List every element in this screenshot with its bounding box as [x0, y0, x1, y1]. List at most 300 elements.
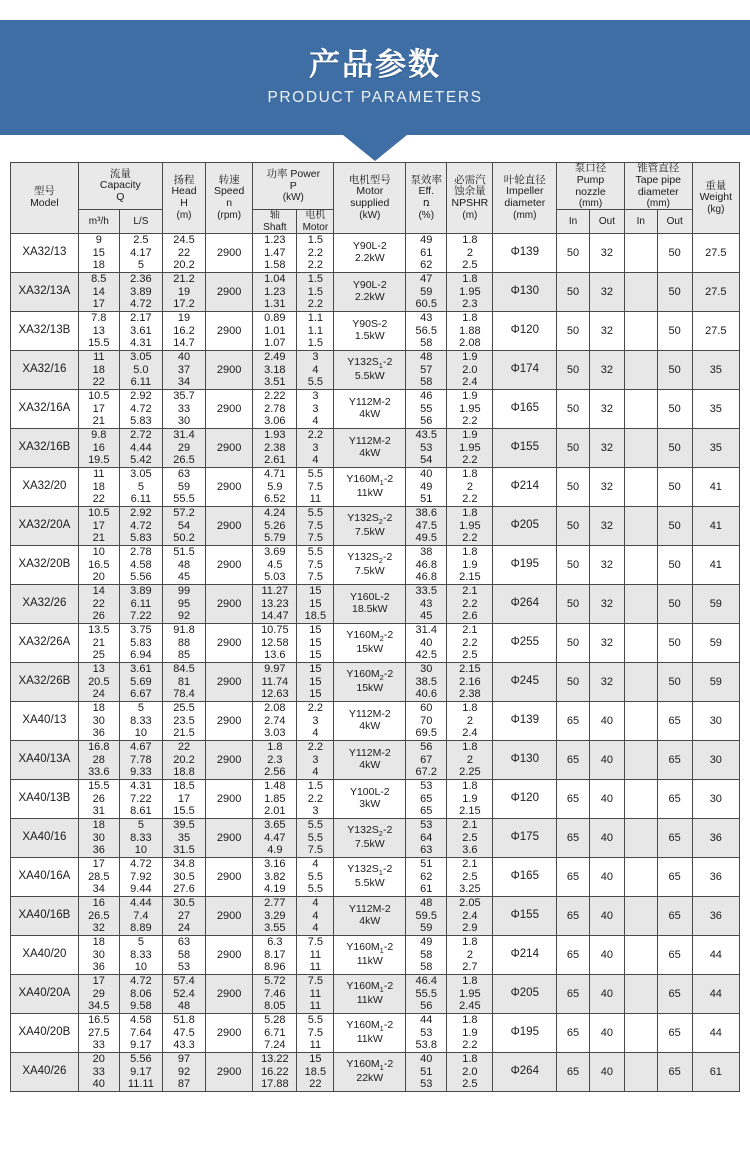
cell-motor-model: $Y160M_1-2$ 11kW [334, 467, 406, 506]
cell-motor-model: $Y132S_2-2$ 7.5kW [334, 818, 406, 857]
cell-speed: 2900 [206, 506, 253, 545]
cell-speed: 2900 [206, 272, 253, 311]
header-speed-cn: 转速 [218, 173, 240, 186]
cell-pump-in: 65 [557, 818, 590, 857]
header-impeller-en: Impeller [506, 185, 544, 198]
cell-pump-out: 40 [589, 935, 624, 974]
cell-impeller: Φ245 [493, 662, 557, 701]
cell-pump-in: 65 [557, 896, 590, 935]
cell-speed: 2900 [206, 662, 253, 701]
cell-capacity-ls: 3.05 5 6.11 [119, 467, 162, 506]
cell-power-motor: 2.2 3 4 [297, 428, 334, 467]
header-tape-pipe-out [657, 210, 692, 233]
table-row [11, 935, 740, 974]
cell-tape-out: 50 [657, 584, 692, 623]
cell-pump-in: 65 [557, 779, 590, 818]
cell-model: XA40/13 [11, 701, 79, 740]
cell-pump-in: 50 [557, 584, 590, 623]
cell-tape-in [624, 896, 657, 935]
cell-pump-in: 50 [557, 311, 590, 350]
cell-weight: 61 [692, 1052, 739, 1091]
cell-motor-model: Y112M-2 4kW [334, 428, 406, 467]
cell-speed: 2900 [206, 1052, 253, 1091]
cell-npshr: 1.8 1.9 2.15 [447, 545, 493, 584]
cell-head: 63 59 55.5 [162, 467, 205, 506]
cell-model: XA40/20 [11, 935, 79, 974]
cell-power-motor: 15 15 15 [297, 623, 334, 662]
cell-speed: 2900 [206, 389, 253, 428]
header-head-cn: 扬程 [173, 173, 195, 186]
cell-capacity-m3h: 10.5 17 21 [78, 506, 119, 545]
cell-power-shaft: 4.24 5.26 5.79 [253, 506, 297, 545]
cell-capacity-ls: 4.31 7.22 8.61 [119, 779, 162, 818]
banner-title-en: PRODUCT PARAMETERS [267, 88, 483, 106]
cell-tape-out: 65 [657, 935, 692, 974]
header-pump-nozzle [557, 163, 625, 210]
cell-npshr: 1.9 1.95 2.2 [447, 428, 493, 467]
cell-impeller: Φ130 [493, 272, 557, 311]
cell-power-shaft: 2.49 3.18 3.51 [253, 350, 297, 389]
cell-impeller: Φ120 [493, 779, 557, 818]
cell-power-motor: 5.5 5.5 7.5 [297, 818, 334, 857]
cell-capacity-m3h: 16.5 27.5 33 [78, 1013, 119, 1052]
cell-power-motor: 15 15 18.5 [297, 584, 334, 623]
cell-speed: 2900 [206, 623, 253, 662]
cell-efficiency: 30 38.5 40.6 [406, 662, 447, 701]
header-power-shaft-cn: 轴 [269, 210, 280, 222]
header-power-motor-cn: 电机 [305, 210, 326, 222]
cell-capacity-m3h: 15.5 26 31 [78, 779, 119, 818]
cell-impeller: Φ264 [493, 584, 557, 623]
cell-head: 19 16.2 14.7 [162, 311, 205, 350]
cell-efficiency: 49 58 58 [406, 935, 447, 974]
cell-pump-out: 40 [589, 896, 624, 935]
header-tape-pipe [624, 163, 692, 210]
cell-power-motor: 5.5 7.5 11 [297, 1013, 334, 1052]
cell-power-motor: 3 3 4 [297, 389, 334, 428]
header-efficiency-symbol: ռ [422, 197, 430, 210]
cell-impeller: Φ205 [493, 974, 557, 1013]
cell-capacity-ls: 3.61 5.69 6.67 [119, 662, 162, 701]
cell-tape-in [624, 584, 657, 623]
cell-capacity-m3h: 16 26.5 32 [78, 896, 119, 935]
cell-power-motor: 1.5 2.2 3 [297, 779, 334, 818]
cell-npshr: 2.1 2.2 2.6 [447, 584, 493, 623]
cell-efficiency: 44 53 53.8 [406, 1013, 447, 1052]
header-head-unit: (m) [176, 209, 192, 221]
cell-weight: 41 [692, 506, 739, 545]
header-capacity-unit-ls [119, 210, 162, 233]
cell-capacity-m3h: 16.8 28 33.6 [78, 740, 119, 779]
cell-head: 57.4 52.4 48 [162, 974, 205, 1013]
cell-efficiency: 47 59 60.5 [406, 272, 447, 311]
cell-npshr: 1.8 2 2.7 [447, 935, 493, 974]
cell-capacity-ls: 2.92 4.72 5.83 [119, 389, 162, 428]
cell-head: 34.8 30.5 27.6 [162, 857, 205, 896]
cell-power-shaft: 5.28 6.71 7.24 [253, 1013, 297, 1052]
cell-tape-in [624, 467, 657, 506]
table-row [11, 428, 740, 467]
cell-motor-model: $Y132S_2-2$ 7.5kW [334, 545, 406, 584]
cell-pump-in: 50 [557, 350, 590, 389]
header-power-shaft [253, 210, 297, 233]
cell-npshr: 1.8 1.9 2.2 [447, 1013, 493, 1052]
cell-power-shaft: 1.8 2.3 2.56 [253, 740, 297, 779]
cell-weight: 30 [692, 779, 739, 818]
cell-power-motor: 3 4 5.5 [297, 350, 334, 389]
cell-motor-model: $Y160M_2-2$ 15kW [334, 662, 406, 701]
cell-tape-in [624, 272, 657, 311]
cell-power-shaft: 2.77 3.29 3.55 [253, 896, 297, 935]
cell-capacity-m3h: 8.5 14 17 [78, 272, 119, 311]
cell-power-motor: 7.5 11 11 [297, 974, 334, 1013]
cell-tape-in [624, 662, 657, 701]
cell-pump-out: 32 [589, 584, 624, 623]
cell-efficiency: 31.4 40 42.5 [406, 623, 447, 662]
cell-efficiency: 43.5 53 54 [406, 428, 447, 467]
header-capacity-symbol: Q [116, 191, 125, 204]
cell-motor-model: $Y132S_1-2$ 5.5kW [334, 350, 406, 389]
cell-motor-model: Y112M-2 4kW [334, 896, 406, 935]
header-npshr [447, 163, 493, 234]
cell-model: XA40/26 [11, 1052, 79, 1091]
cell-capacity-m3h: 18 30 36 [78, 935, 119, 974]
table-row [11, 818, 740, 857]
cell-power-motor: 15 15 15 [297, 662, 334, 701]
cell-power-shaft: 5.72 7.46 8.05 [253, 974, 297, 1013]
cell-capacity-m3h: 18 30 36 [78, 701, 119, 740]
cell-power-motor: 2.2 3 4 [297, 701, 334, 740]
cell-tape-out: 50 [657, 389, 692, 428]
cell-model: XA32/20 [11, 467, 79, 506]
cell-model: XA40/20A [11, 974, 79, 1013]
table-row [11, 701, 740, 740]
header-power-motor [297, 210, 334, 233]
cell-head: 30.5 27 24 [162, 896, 205, 935]
cell-motor-model: $Y160M_1-2$ 11kW [334, 935, 406, 974]
cell-motor-model: $Y160M_1-2$ 22kW [334, 1052, 406, 1091]
cell-speed: 2900 [206, 857, 253, 896]
cell-head: 99 95 92 [162, 584, 205, 623]
cell-weight: 44 [692, 1013, 739, 1052]
header-model-cn: 型号 [33, 185, 55, 198]
cell-tape-out: 50 [657, 506, 692, 545]
header-row-1 [11, 163, 740, 210]
table-row [11, 311, 740, 350]
cell-motor-model: Y90S-2 1.5kW [334, 311, 406, 350]
cell-weight: 30 [692, 701, 739, 740]
cell-pump-out: 40 [589, 857, 624, 896]
cell-capacity-m3h: 18 30 36 [78, 818, 119, 857]
cell-npshr: 1.8 2 2.4 [447, 701, 493, 740]
cell-pump-out: 32 [589, 623, 624, 662]
header-npshr-cn1: 必需汽 [454, 173, 486, 186]
cell-speed: 2900 [206, 311, 253, 350]
cell-motor-model: Y160L-2 18.5kW [334, 584, 406, 623]
header-weight-cn: 重量 [705, 179, 727, 192]
cell-weight: 59 [692, 662, 739, 701]
cell-speed: 2900 [206, 779, 253, 818]
banner-title-cn: 产品参数 [309, 47, 441, 83]
cell-power-motor: 1.5 2.2 2.2 [297, 233, 334, 272]
cell-speed: 2900 [206, 428, 253, 467]
table-row [11, 1052, 740, 1091]
cell-model: XA32/16A [11, 389, 79, 428]
cell-power-motor: 5.5 7.5 7.5 [297, 506, 334, 545]
cell-efficiency: 40 49 51 [406, 467, 447, 506]
cell-model: XA32/16 [11, 350, 79, 389]
cell-pump-out: 32 [589, 272, 624, 311]
header-npshr-cn2: 蚀余量 [454, 185, 486, 198]
cell-tape-in [624, 350, 657, 389]
header-impeller-diameter [493, 163, 557, 234]
cell-npshr: 1.8 1.88 2.08 [447, 311, 493, 350]
header-tape-pipe-in-label: In [636, 216, 645, 228]
cell-weight: 27.5 [692, 233, 739, 272]
cell-tape-out: 65 [657, 896, 692, 935]
cell-head: 24.5 22 20.2 [162, 233, 205, 272]
cell-tape-out: 65 [657, 818, 692, 857]
header-npshr-unit: (m) [462, 209, 478, 221]
cell-speed: 2900 [206, 701, 253, 740]
cell-efficiency: 43 56.5 58 [406, 311, 447, 350]
header-efficiency-unit: (%) [418, 209, 435, 221]
cell-weight: 35 [692, 389, 739, 428]
cell-tape-out: 50 [657, 428, 692, 467]
cell-weight: 36 [692, 857, 739, 896]
cell-motor-model: Y90L-2 2.2kW [334, 233, 406, 272]
cell-pump-in: 50 [557, 428, 590, 467]
cell-power-shaft: 13.22 16.22 17.88 [253, 1052, 297, 1091]
cell-weight: 36 [692, 896, 739, 935]
cell-power-shaft: 3.65 4.47 4.9 [253, 818, 297, 857]
cell-capacity-ls: 5 8.33 10 [119, 935, 162, 974]
cell-capacity-ls: 2.72 4.44 5.42 [119, 428, 162, 467]
header-model [11, 163, 79, 234]
cell-capacity-m3h: 13 20.5 24 [78, 662, 119, 701]
header-speed-unit: (rpm) [217, 209, 242, 221]
cell-npshr: 2.15 2.16 2.38 [447, 662, 493, 701]
cell-head: 31.4 29 26.5 [162, 428, 205, 467]
cell-pump-out: 40 [589, 1013, 624, 1052]
cell-npshr: 2.1 2.2 2.5 [447, 623, 493, 662]
cell-head: 91.8 88 85 [162, 623, 205, 662]
cell-pump-out: 32 [589, 545, 624, 584]
header-head-en: Head [171, 185, 197, 198]
cell-capacity-ls: 4.58 7.64 9.17 [119, 1013, 162, 1052]
cell-speed: 2900 [206, 1013, 253, 1052]
header-power-cn: 功率 Power [266, 167, 321, 180]
table-row [11, 857, 740, 896]
cell-capacity-ls: 2.36 3.89 4.72 [119, 272, 162, 311]
cell-pump-out: 32 [589, 662, 624, 701]
cell-pump-in: 50 [557, 389, 590, 428]
cell-impeller: Φ264 [493, 1052, 557, 1091]
cell-capacity-m3h: 9 15 18 [78, 233, 119, 272]
cell-npshr: 1.8 2 2.5 [447, 233, 493, 272]
cell-model: XA40/20B [11, 1013, 79, 1052]
table-row [11, 584, 740, 623]
cell-capacity-ls: 5 8.33 10 [119, 818, 162, 857]
cell-tape-in [624, 389, 657, 428]
cell-npshr: 1.8 2.0 2.5 [447, 1052, 493, 1091]
cell-power-shaft: 2.08 2.74 3.03 [253, 701, 297, 740]
cell-npshr: 1.8 1.95 2.2 [447, 506, 493, 545]
cell-power-shaft: 6.3 8.17 8.96 [253, 935, 297, 974]
cell-head: 39.5 35 31.5 [162, 818, 205, 857]
cell-efficiency: 46 55 56 [406, 389, 447, 428]
cell-tape-out: 65 [657, 740, 692, 779]
cell-power-motor: 4 5.5 5.5 [297, 857, 334, 896]
header-pump-nozzle-en: Pump [576, 173, 605, 186]
header-pump-nozzle-in-label: In [568, 216, 578, 228]
cell-power-shaft: 10.75 12.58 13.6 [253, 623, 297, 662]
cell-pump-in: 50 [557, 545, 590, 584]
header-pump-nozzle-cn: 泵口径 [574, 162, 607, 174]
cell-efficiency: 53 65 65 [406, 779, 447, 818]
cell-npshr: 1.8 1.95 2.3 [447, 272, 493, 311]
header-motor-supplied [334, 163, 406, 234]
cell-head: 84.5 81 78.4 [162, 662, 205, 701]
cell-pump-in: 65 [557, 935, 590, 974]
cell-tape-out: 50 [657, 233, 692, 272]
cell-capacity-m3h: 13.5 21 25 [78, 623, 119, 662]
header-capacity-unit1: m³/h [88, 216, 109, 228]
cell-pump-out: 32 [589, 233, 624, 272]
cell-motor-model: $Y132S_1-2$ 5.5kW [334, 857, 406, 896]
cell-pump-in: 65 [557, 974, 590, 1013]
cell-npshr: 2.1 2.5 3.25 [447, 857, 493, 896]
cell-tape-in [624, 545, 657, 584]
cell-capacity-ls: 5.56 9.17 11.11 [119, 1052, 162, 1091]
page-banner [0, 0, 750, 150]
header-pump-nozzle-in [557, 210, 590, 233]
cell-motor-model: Y100L-2 3kW [334, 779, 406, 818]
cell-capacity-m3h: 7.8 13 15.5 [78, 311, 119, 350]
cell-npshr: 1.8 1.95 2.45 [447, 974, 493, 1013]
header-npshr-en: NPSHR [451, 197, 489, 210]
table-row [11, 272, 740, 311]
cell-tape-in [624, 779, 657, 818]
cell-tape-out: 50 [657, 272, 692, 311]
cell-tape-in [624, 623, 657, 662]
cell-tape-out: 50 [657, 662, 692, 701]
cell-capacity-ls: 3.75 5.83 6.94 [119, 623, 162, 662]
cell-tape-in [624, 974, 657, 1013]
cell-power-motor: 1.5 1.5 2.2 [297, 272, 334, 311]
header-capacity-unit-m3h [78, 210, 119, 233]
banner-body [0, 20, 750, 135]
cell-pump-in: 65 [557, 701, 590, 740]
cell-head: 63 58 53 [162, 935, 205, 974]
cell-impeller: Φ175 [493, 818, 557, 857]
cell-model: XA32/26A [11, 623, 79, 662]
cell-model: XA32/16B [11, 428, 79, 467]
cell-tape-in [624, 740, 657, 779]
cell-power-motor: 5.5 7.5 11 [297, 467, 334, 506]
cell-weight: 59 [692, 584, 739, 623]
header-motor-supplied-en: Motor [356, 185, 384, 198]
spec-table-container [0, 150, 750, 1106]
cell-tape-in [624, 311, 657, 350]
cell-model: XA40/16B [11, 896, 79, 935]
header-head-symbol: H [180, 197, 188, 210]
table-header [11, 163, 740, 234]
cell-motor-model: $Y160M_1-2$ 11kW [334, 1013, 406, 1052]
cell-capacity-ls: 2.5 4.17 5 [119, 233, 162, 272]
cell-tape-in [624, 935, 657, 974]
header-capacity-unit2: L/S [133, 216, 149, 228]
cell-motor-model: Y112M-2 4kW [334, 740, 406, 779]
cell-capacity-ls: 4.72 8.06 9.58 [119, 974, 162, 1013]
header-weight-en: Weight [699, 191, 733, 204]
cell-motor-model: $Y132S_2-2$ 7.5kW [334, 506, 406, 545]
cell-head: 40 37 34 [162, 350, 205, 389]
table-row [11, 623, 740, 662]
cell-weight: 35 [692, 428, 739, 467]
cell-impeller: Φ139 [493, 701, 557, 740]
cell-weight: 44 [692, 935, 739, 974]
cell-tape-out: 65 [657, 779, 692, 818]
cell-motor-model: Y112M-2 4kW [334, 701, 406, 740]
table-body [11, 233, 740, 1091]
cell-head: 51.8 47.5 43.3 [162, 1013, 205, 1052]
cell-head: 22 20.2 18.8 [162, 740, 205, 779]
cell-capacity-m3h: 10.5 17 21 [78, 389, 119, 428]
cell-capacity-m3h: 9.8 16 19.5 [78, 428, 119, 467]
cell-head: 97 92 87 [162, 1052, 205, 1091]
header-pump-nozzle-out [589, 210, 624, 233]
cell-impeller: Φ195 [493, 1013, 557, 1052]
cell-head: 51.5 48 45 [162, 545, 205, 584]
cell-model: XA40/16A [11, 857, 79, 896]
cell-efficiency: 49 61 62 [406, 233, 447, 272]
cell-model: XA32/13A [11, 272, 79, 311]
cell-efficiency: 53 64 63 [406, 818, 447, 857]
cell-power-motor: 15 18.5 22 [297, 1052, 334, 1091]
cell-pump-out: 40 [589, 701, 624, 740]
cell-npshr: 2.05 2.4 2.9 [447, 896, 493, 935]
cell-capacity-m3h: 20 33 40 [78, 1052, 119, 1091]
cell-tape-out: 65 [657, 857, 692, 896]
cell-efficiency: 48 57 58 [406, 350, 447, 389]
cell-power-shaft: 4.71 5.9 6.52 [253, 467, 297, 506]
cell-power-motor: 7.5 11 11 [297, 935, 334, 974]
cell-tape-out: 50 [657, 545, 692, 584]
header-motor-supplied-unit: (kW) [359, 209, 381, 221]
cell-power-shaft: 2.22 2.78 3.06 [253, 389, 297, 428]
cell-impeller: Φ155 [493, 896, 557, 935]
cell-model: XA32/13B [11, 311, 79, 350]
cell-efficiency: 56 67 67.2 [406, 740, 447, 779]
header-efficiency-en: Eff. [418, 185, 435, 198]
cell-capacity-m3h: 11 18 22 [78, 467, 119, 506]
cell-weight: 44 [692, 974, 739, 1013]
cell-model: XA32/26 [11, 584, 79, 623]
cell-tape-out: 65 [657, 701, 692, 740]
header-model-en: Model [30, 196, 59, 209]
cell-capacity-ls: 4.72 7.92 9.44 [119, 857, 162, 896]
header-impeller-cn: 叶轮直径 [503, 173, 546, 186]
cell-head: 25.5 23.5 21.5 [162, 701, 205, 740]
table-row [11, 467, 740, 506]
header-motor-supplied-cn: 电机型号 [348, 173, 391, 186]
cell-capacity-ls: 5 8.33 10 [119, 701, 162, 740]
cell-weight: 35 [692, 350, 739, 389]
cell-head: 21.2 19 17.2 [162, 272, 205, 311]
cell-head: 18.5 17 15.5 [162, 779, 205, 818]
cell-impeller: Φ255 [493, 623, 557, 662]
